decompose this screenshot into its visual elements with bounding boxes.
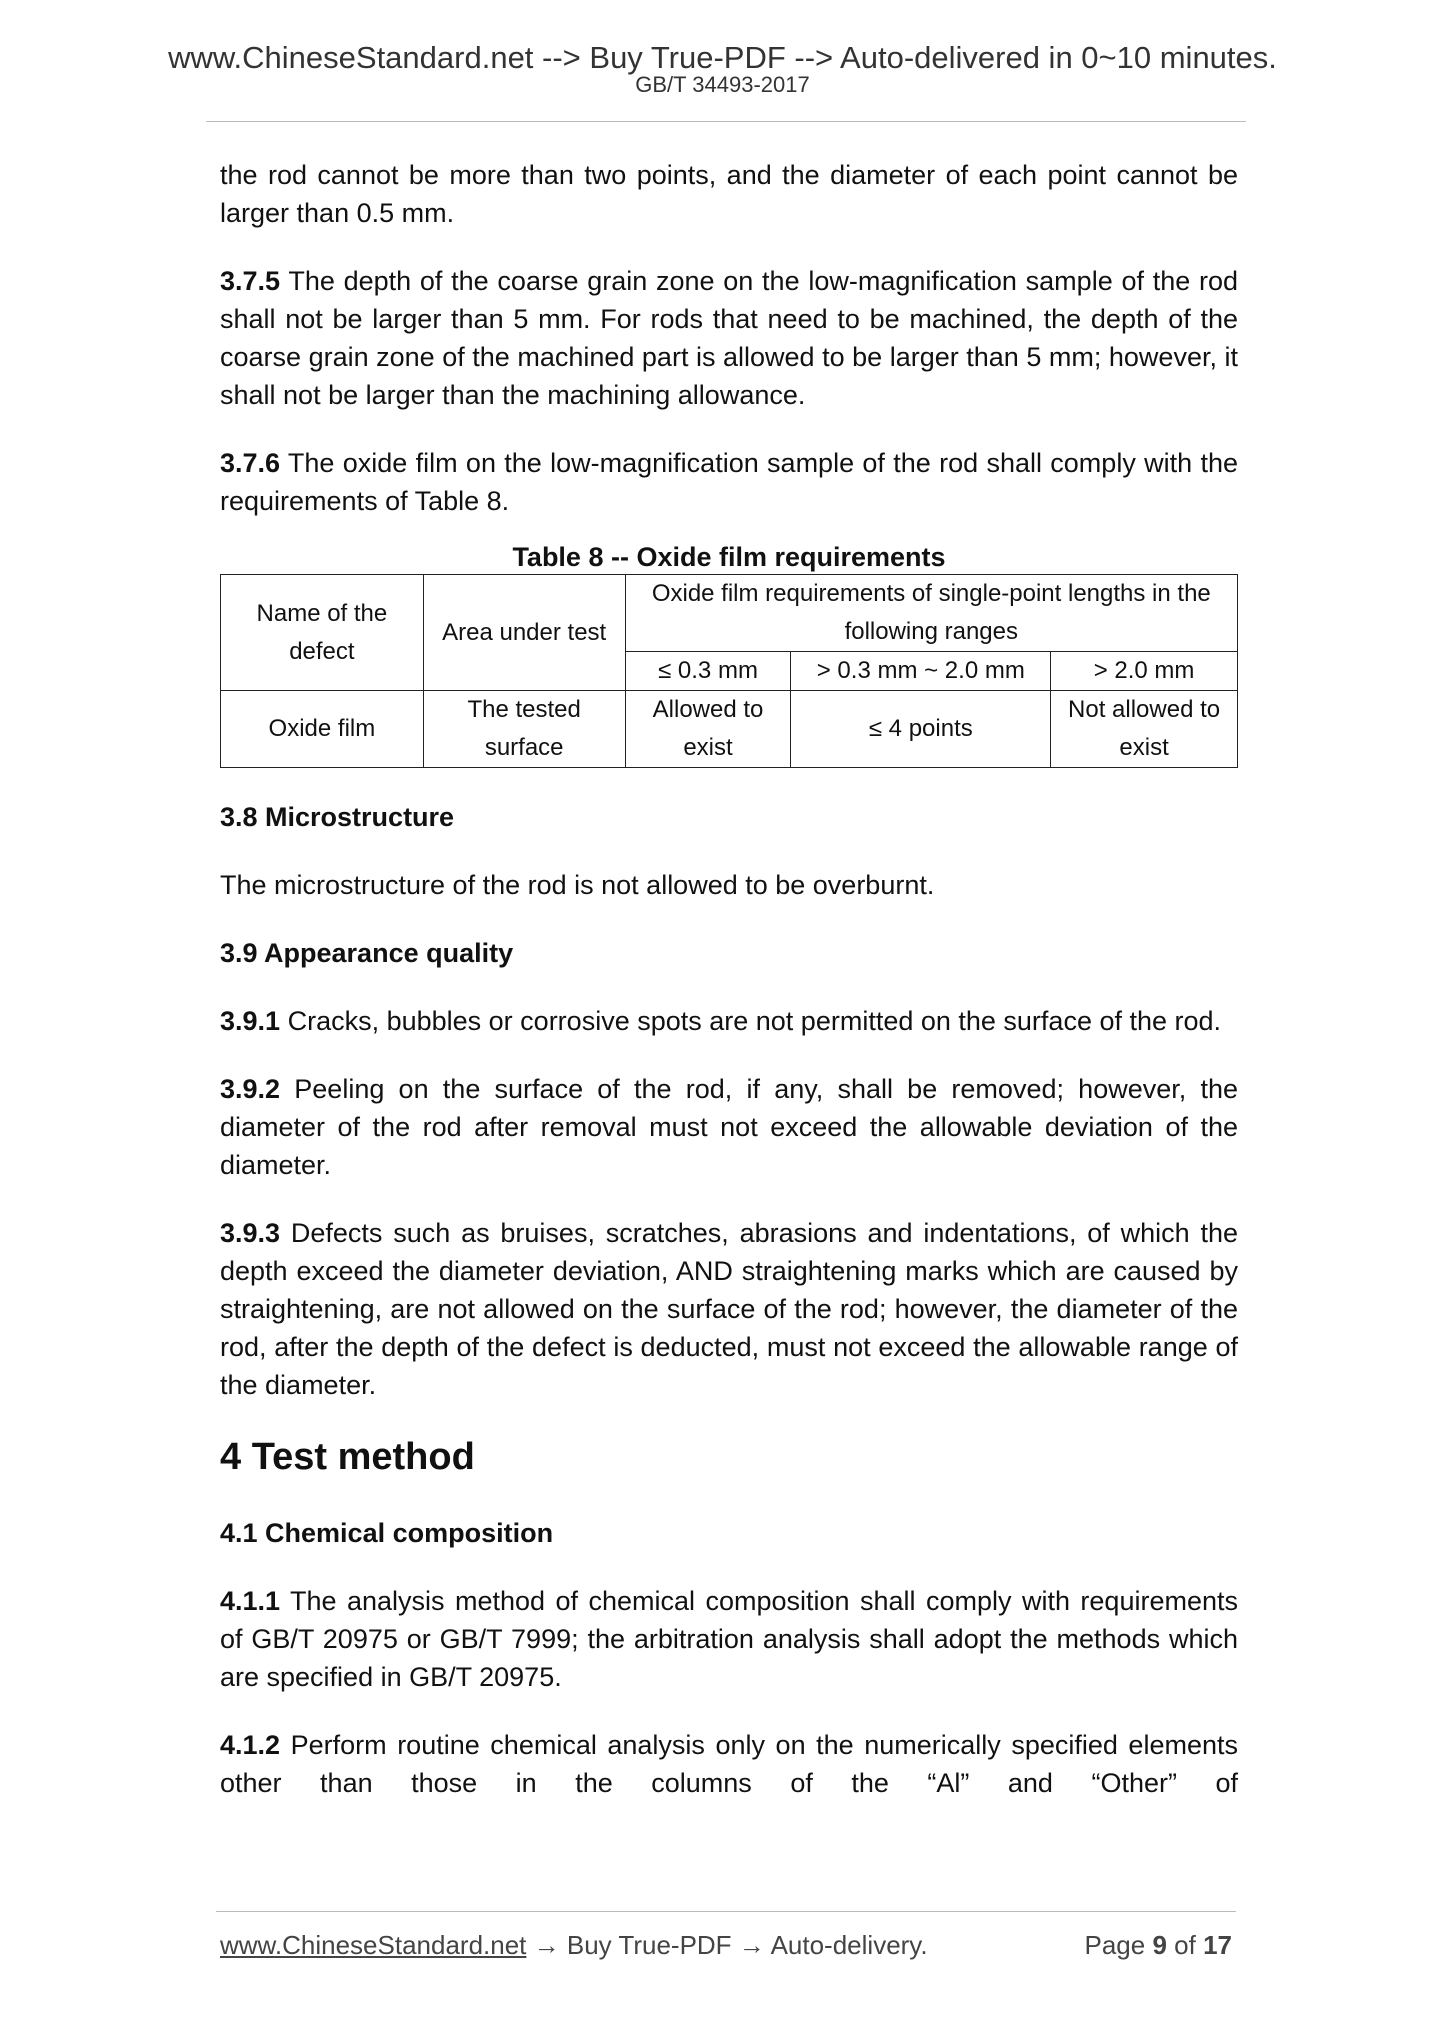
table-caption: Table 8 -- Oxide film requirements: [512, 542, 946, 572]
page-indicator: [1084, 1928, 1232, 1962]
cell-value-1: Allowed to exist: [625, 691, 791, 768]
range-0-3-to-2-0: > 0.3 mm ~ 2.0 mm: [791, 652, 1051, 691]
oxide-film-table: [220, 574, 1238, 768]
section-4-1-heading: 4.1 Chemical composition: [220, 1518, 554, 1548]
clause-text: The oxide film on the low-magnification sample of the rod shall comply with the requirements of Table 8.: [220, 448, 1239, 516]
clause-number: 3.7.6: [220, 448, 281, 478]
clause-number: 3.7.5: [220, 266, 281, 296]
document-id: GB/T 34493-2017: [635, 72, 810, 97]
clause-text: Cracks, bubbles or corrosive spots are not permitted on the surface of the rod.: [287, 1006, 1222, 1036]
clause-number: 4.1.1: [220, 1586, 281, 1616]
clause-text: The depth of the coarse grain zone on the low-magnification sample of the rod shall not be larger than 5 mm. For rods that need to be machined, the depth of the coarse grain zone of the machined part is allowed to be larger than 5 mm; however, it shall not be larger than the machining allowance.: [220, 266, 1239, 410]
header-divider: [206, 121, 1246, 122]
clause-4-1-2: [220, 1726, 1238, 1802]
clause-text: The analysis method of chemical composition shall comply with requirements of GB/T 20975 or GB/T 7999; the arbitration analysis shall adopt the methods which are specified in GB/T 20975.: [220, 1586, 1238, 1692]
table-header-row: [221, 575, 1238, 652]
clause-number: 3.9.1: [220, 1006, 281, 1036]
page-content: [220, 156, 1238, 1832]
paragraph-continuation: the rod cannot be more than two points, and the diameter of each point cannot be larger than 0.5 mm.: [220, 160, 1238, 228]
clause-number: 3.9.2: [220, 1074, 281, 1104]
page-label: Page: [1084, 1930, 1146, 1960]
footer-divider: [216, 1911, 1236, 1912]
cell-value-2: ≤ 4 points: [791, 691, 1051, 768]
footer-text: → Buy True-PDF → Auto-delivery.: [526, 1930, 928, 1960]
page-number: 9: [1152, 1930, 1167, 1960]
header-defect-name: Name of the defect: [221, 575, 424, 691]
clause-text: Perform routine chemical analysis only on the numerically specified elements other than those in the columns of the “Al” and “Other” of: [220, 1730, 1238, 1798]
clause-number: 4.1.2: [220, 1730, 281, 1760]
clause-3-9-1: [220, 1002, 1238, 1040]
section-3-9-heading: 3.9 Appearance quality: [220, 938, 514, 968]
header-area-under-test: Area under test: [423, 575, 625, 691]
clause-3-7-6: [220, 444, 1238, 520]
clause-3-9-2: [220, 1070, 1238, 1184]
cell-area: The tested surface: [423, 691, 625, 768]
cell-value-3: Not allowed to exist: [1051, 691, 1238, 768]
site-banner: www.ChineseStandard.net --> Buy True-PDF --> Auto-delivered in 0~10 minutes.: [168, 40, 1277, 75]
page-total: 17: [1203, 1930, 1232, 1960]
section-3-8-text: The microstructure of the rod is not allowed to be overburnt.: [220, 870, 935, 900]
of-label: of: [1174, 1930, 1196, 1960]
clause-number: 3.9.3: [220, 1218, 281, 1248]
clause-3-7-5: [220, 262, 1238, 414]
header-requirements: Oxide film requirements of single-point lengths in the following ranges: [625, 575, 1237, 652]
range-gt-2-0: > 2.0 mm: [1051, 652, 1238, 691]
footer-site-link[interactable]: www.ChineseStandard.net: [220, 1930, 527, 1960]
chapter-4-heading: 4 Test method: [220, 1436, 475, 1478]
page-footer: [220, 1928, 1232, 1962]
clause-3-9-3: [220, 1214, 1238, 1404]
clause-text: Peeling on the surface of the rod, if any, shall be removed; however, the diameter of the rod after removal must not exceed the allowable deviation of the diameter.: [220, 1074, 1238, 1180]
section-3-8-heading: 3.8 Microstructure: [220, 802, 455, 832]
cell-defect: Oxide film: [221, 691, 424, 768]
range-le-0-3: ≤ 0.3 mm: [625, 652, 791, 691]
clause-4-1-1: [220, 1582, 1238, 1696]
table-row: [221, 691, 1238, 768]
clause-text: Defects such as bruises, scratches, abrasions and indentations, of which the depth exceed the diameter deviation, AND straightening marks which are caused by straightening, are not allowed on the surface of the rod; however, the diameter of the rod, after the depth of the defect is deducted, must not exceed the allowable range of the diameter.: [220, 1218, 1238, 1400]
